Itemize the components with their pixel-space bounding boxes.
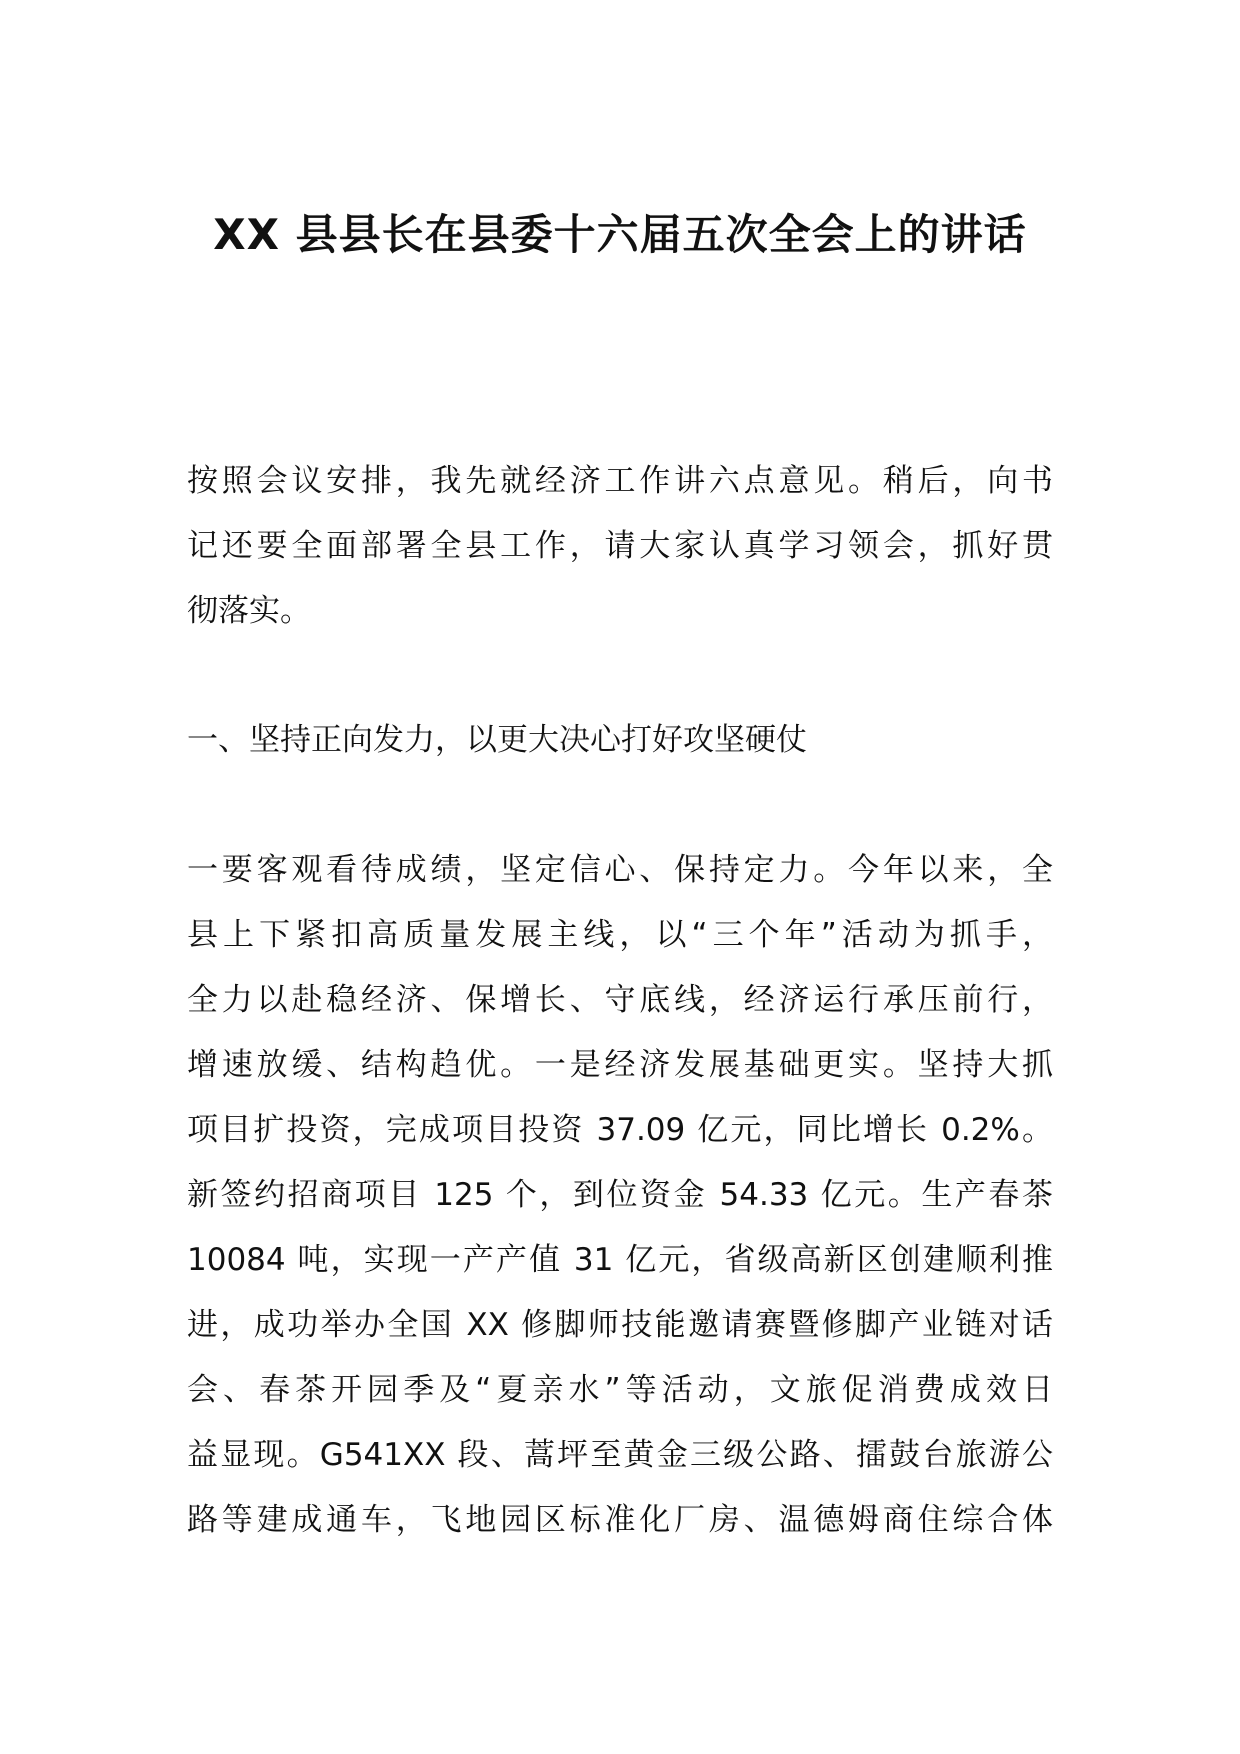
paragraph-line: 益显现。G541XX 段、蒿坪至黄金三级公路、擂鼓台旅游公 <box>187 1437 1053 1473</box>
section-heading-text: 一、坚持正向发力，以更大决心打好攻坚硬仗 <box>187 722 807 758</box>
paragraph-line: 进，成功举办全国 XX 修脚师技能邀请赛暨修脚产业链对话 <box>187 1307 1053 1343</box>
paragraph-line: 项目扩投资，完成项目投资 37.09 亿元，同比增长 0.2%。 <box>187 1112 1053 1148</box>
paragraph-line: 会、春茶开园季及“夏亲水”等活动，文旅促消费成效日 <box>187 1372 1053 1408</box>
paragraph-line: 全力以赴稳经济、保增长、守底线，经济运行承压前行， <box>187 982 1053 1018</box>
paragraph-line: 10084 吨，实现一产产值 31 亿元，省级高新区创建顺利推 <box>187 1242 1053 1278</box>
paragraph-line: 县上下紧扣高质量发展主线，以“三个年”活动为抓手， <box>187 917 1053 953</box>
paragraph-line: 一要客观看待成绩，坚定信心、保持定力。今年以来，全 <box>187 852 1053 888</box>
paragraph-line: 路等建成通车，飞地园区标准化厂房、温德姆商住综合体 <box>187 1502 1053 1538</box>
intro-paragraph <box>187 449 1053 644</box>
paragraph-line: 记还要全面部署全县工作，请大家认真学习领会，抓好贯 <box>187 528 1053 564</box>
paragraph-line: 增速放缓、结构趋优。一是经济发展基础更实。坚持大抓 <box>187 1047 1053 1083</box>
section-heading <box>187 708 1053 773</box>
paragraph-line: 彻落实。 <box>187 593 311 629</box>
document-title: XX 县县长在县委十六届五次全会上的讲话 <box>213 210 1027 259</box>
paragraph-line: 新签约招商项目 125 个，到位资金 54.33 亿元。生产春茶 <box>187 1177 1053 1213</box>
body-paragraph <box>187 838 1053 1553</box>
paragraph-line: 按照会议安排，我先就经济工作讲六点意见。稍后，向书 <box>187 463 1053 499</box>
